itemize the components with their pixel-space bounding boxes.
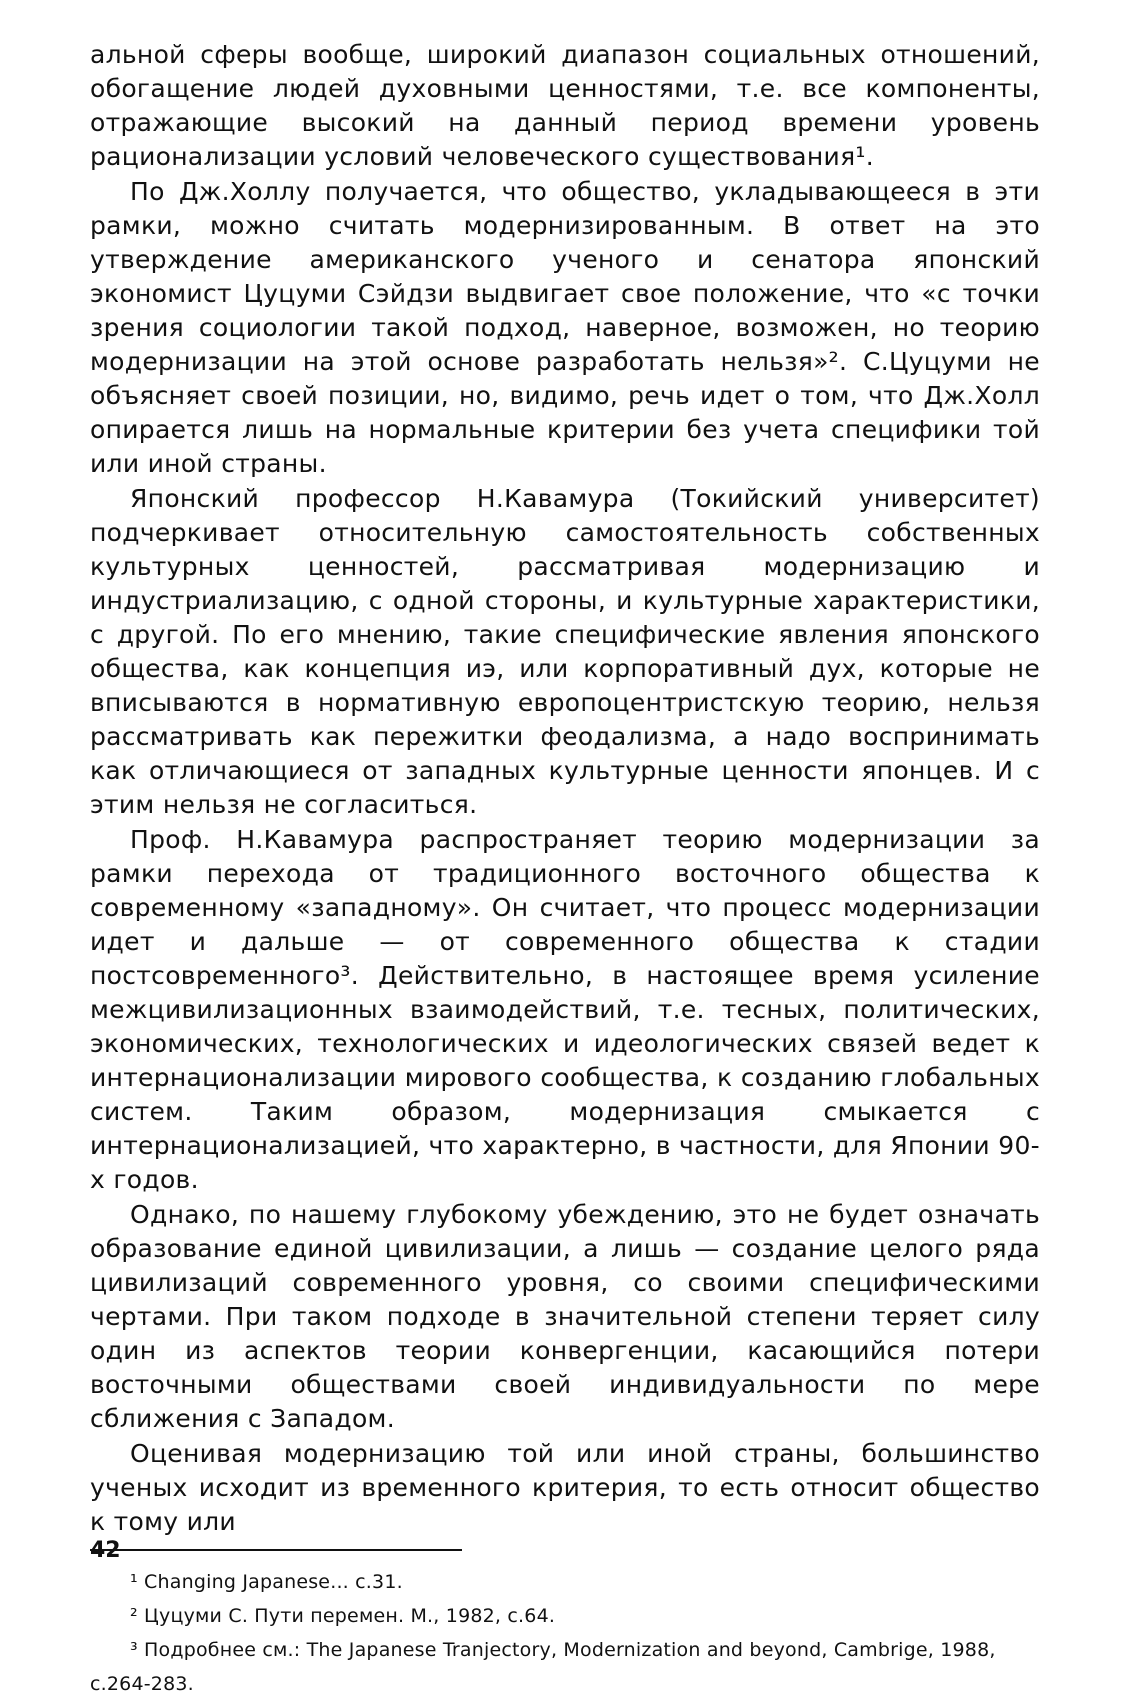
paragraph-3: Японский профессор Н.Кавамура (Токийский университет) подчеркивает относительную самостоятельность собственных культурных ценностей, рассматривая модернизацию и индустриализацию, с одной стороны, и культурные характеристики, с другой. По его мнению, такие специфические явления японского общества, как концепция иэ, или корпоративный дух, которые не вписываются в нормативную европоцентристскую теорию, нельзя рассматривать как пережитки феодализма, а надо воспринимать как отличающиеся от западных культурные ценности японцев. И с этим нельзя не согласиться.	[90, 484, 1040, 819]
footnote-2: ² Цуцуми С. Пути перемен. М., 1982, с.64.	[130, 1605, 556, 1627]
paragraph-5: Однако, по нашему глубокому убеждению, это не будет означать образование единой цивилизации, а лишь — создание целого ряда цивилизаций современного уровня, со своими специфическими чертами. При таком подходе в значительной степени теряет силу один из аспектов теории конвергенции, касающийся потери восточными обществами своей индивидуальности по мере сближения с Западом.	[90, 1200, 1040, 1433]
paragraph-2: По Дж.Холлу получается, что общество, укладывающееся в эти рамки, можно считать модернизированным. В ответ на это утверждение американского ученого и сенатора японский экономист Цуцуми Сэйдзи выдвигает свое положение, что «с точки зрения социологии такой подход, наверное, возможен, но теорию модернизации на этой основе разработать нельзя»². С.Цуцуми не объясняет своей позиции, но, видимо, речь идет о том, что Дж.Холл опирается лишь на нормальные критерии без учета специфики той или иной страны.	[90, 177, 1040, 478]
page-number: 42	[90, 1538, 121, 1563]
footnote-divider	[90, 1549, 462, 1551]
footnotes	[90, 1565, 1040, 1701]
footnote-3: ³ Подробнее см.: The Japanese Tranjectory, Modernization and beyond, Cambrige, 1988, с.264-283.	[90, 1639, 996, 1695]
paragraph-4: Проф. Н.Кавамура распространяет теорию модернизации за рамки перехода от традиционного восточного общества к современному «западному». Он считает, что процесс модернизации идет и дальше — от современного общества к стадии постсовременного³. Действительно, в настоящее время усиление межцивилизационных взаимодействий, т.е. тесных, политических, экономических, технологических и идеологических связей ведет к интернационализации мирового сообщества, к созданию глобальных систем. Таким образом, модернизация смыкается с интернационализацией, что характерно, в частности, для Японии 90-х годов.	[90, 825, 1040, 1194]
body-text	[90, 38, 1040, 1539]
paragraph-6: Оценивая модернизацию той или иной страны, большинство ученых исходит из временного критерия, то есть относит общество к тому или	[90, 1439, 1040, 1536]
paragraph-1: альной сферы вообще, широкий диапазон социальных отношений, обогащение людей духовными ценностями, т.е. все компоненты, отражающие высокий на данный период времени уровень рационализации условий человеческого существования¹.	[90, 40, 1040, 171]
footnote-1: ¹ Changing Japanese... с.31.	[130, 1571, 403, 1593]
